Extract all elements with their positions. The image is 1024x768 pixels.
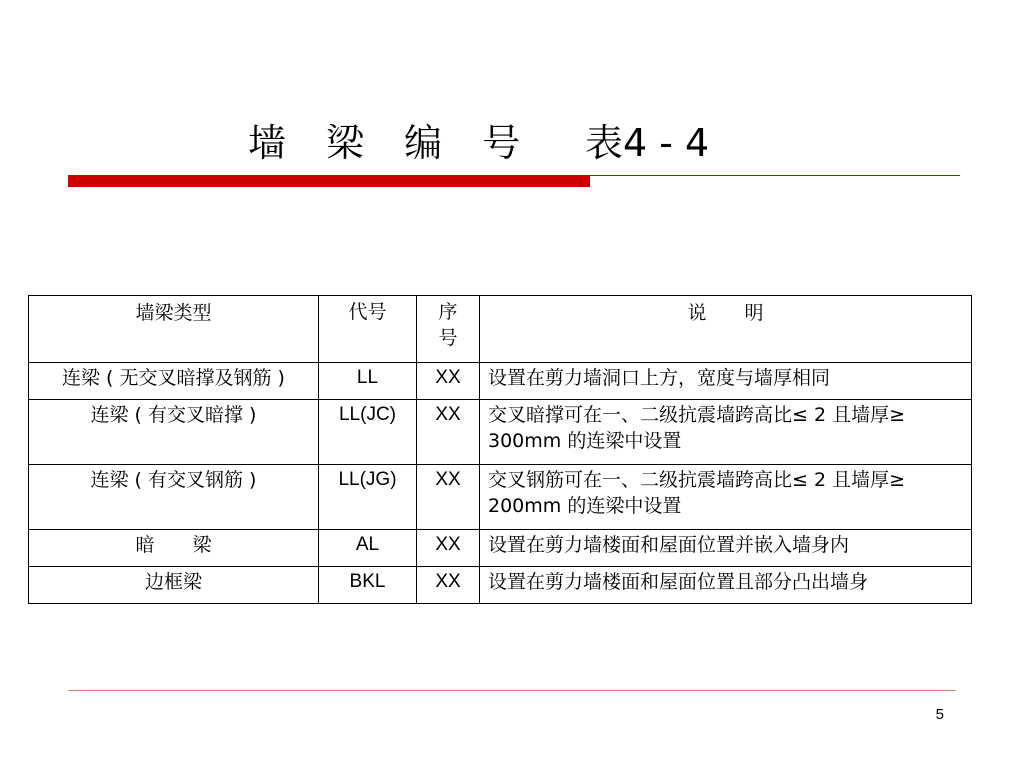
cell-code: AL [319, 530, 417, 567]
cell-desc: 交叉钢筋可在一、二级抗震墙跨高比≤ 2 且墙厚≥ 200mm 的连梁中设置 [480, 465, 972, 530]
cell-code: BKL [319, 567, 417, 604]
header-type: 墙梁类型 [29, 296, 319, 363]
cell-desc: 交叉暗撑可在一、二级抗震墙跨高比≤ 2 且墙厚≥ 300mm 的连梁中设置 [480, 400, 972, 465]
cell-desc: 设置在剪力墙楼面和屋面位置并嵌入墙身内 [480, 530, 972, 567]
table-row [29, 465, 972, 530]
cell-type: 边框梁 [29, 567, 319, 604]
table-row [29, 530, 972, 567]
cell-code: LL [319, 363, 417, 400]
cell-seq: XX [417, 465, 480, 530]
wall-beam-table [28, 295, 972, 604]
title-main: 墙 梁 编 号 [248, 121, 535, 165]
table-row [29, 400, 972, 465]
slide-title [0, 118, 1024, 168]
table-row [29, 567, 972, 604]
cell-type: 连梁 ( 无交叉暗撑及钢筋 ) [29, 363, 319, 400]
title-accent-bar [68, 175, 590, 187]
cell-desc: 设置在剪力墙楼面和屋面位置且部分凸出墙身 [480, 567, 972, 604]
footer-divider [68, 690, 956, 691]
title-table-number: 表4 - 4 [585, 121, 710, 165]
header-seq-text: 序号 [438, 302, 458, 349]
header-code: 代号 [319, 296, 417, 363]
cell-desc: 设置在剪力墙洞口上方，宽度与墙厚相同 [480, 363, 972, 400]
cell-seq: XX [417, 400, 480, 465]
cell-type: 连梁 ( 有交叉钢筋 ) [29, 465, 319, 530]
page-number: 5 [935, 706, 944, 723]
cell-type: 暗 梁 [29, 530, 319, 567]
table-row [29, 363, 972, 400]
cell-seq: XX [417, 530, 480, 567]
cell-type: 连梁 ( 有交叉暗撑 ) [29, 400, 319, 465]
cell-code: LL(JG) [319, 465, 417, 530]
header-seq [417, 296, 480, 363]
table-header-row [29, 296, 972, 363]
header-desc: 说 明 [480, 296, 972, 363]
cell-seq: XX [417, 363, 480, 400]
cell-seq: XX [417, 567, 480, 604]
cell-code: LL(JC) [319, 400, 417, 465]
